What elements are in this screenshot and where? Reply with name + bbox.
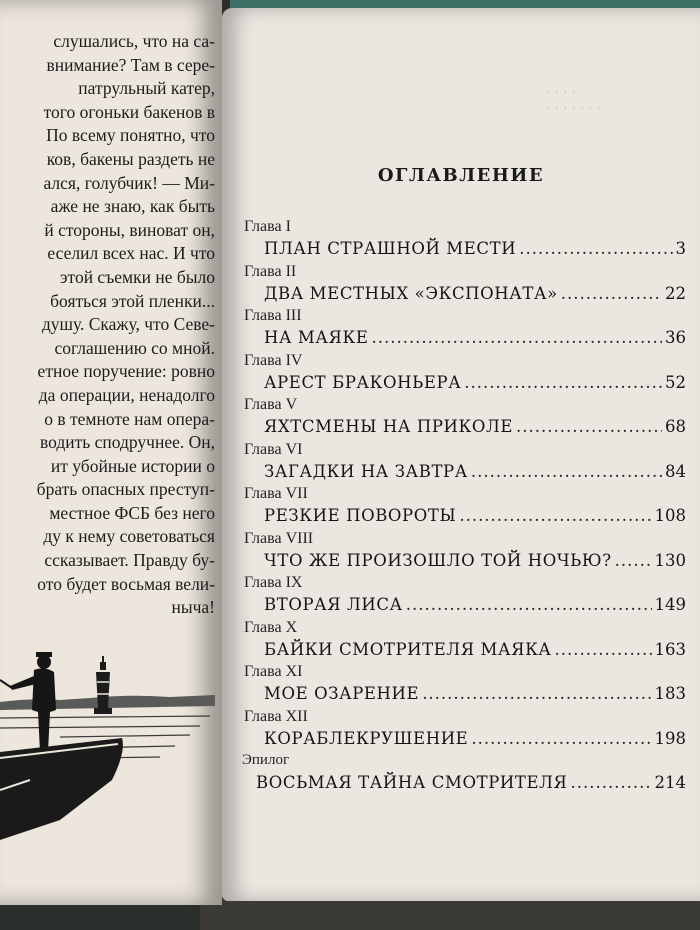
text-line: того огоньки бакенов в: [43, 101, 215, 122]
dot-leader: [615, 551, 652, 570]
toc-entry: [222, 485, 700, 530]
chapter-title: ЧТО ЖЕ ПРОИЗОШЛО ТОЙ НОЧЬЮ?: [264, 550, 612, 570]
page-number: 149: [654, 595, 686, 614]
dot-leader: [422, 684, 651, 703]
chapter-title: НА МАЯКЕ: [264, 328, 369, 347]
text-line: да операции, ненадолго: [38, 384, 215, 405]
toc-entry: [222, 619, 700, 664]
chapter-title: ВТОРАЯ ЛИСА: [264, 595, 403, 614]
toc-entry: [222, 396, 700, 441]
toc-entry: [222, 263, 700, 308]
page-number: 183: [654, 684, 686, 703]
chapter-label: Глава X: [244, 618, 298, 636]
page-number: 214: [654, 773, 686, 792]
page-title: ОГЛАВЛЕНИЕ: [377, 165, 545, 186]
text-line: бояться этой пленки...: [50, 290, 215, 311]
toc-line: [264, 239, 686, 258]
chapter-label: Глава XI: [244, 663, 303, 680]
page-number: 3: [675, 239, 686, 258]
dot-leader: [459, 506, 651, 525]
chapter-label: Глава V: [244, 396, 298, 413]
chapter-title: РЕЗКИЕ ПОВОРОТЫ: [264, 506, 457, 525]
page-number: 36: [665, 328, 686, 347]
chapter-label: Глава IV: [244, 351, 303, 369]
toc-line: [264, 417, 686, 436]
page-number: 130: [654, 550, 686, 570]
toc-line: [264, 373, 686, 392]
dot-leader: [561, 284, 662, 303]
dot-leader: [406, 595, 652, 614]
text-line: патрульный катер,: [78, 78, 215, 99]
chapter-title: ДВА МЕСТНЫХ «ЭКСПОНАТА»: [264, 283, 558, 303]
text-line: о в темноте нам опера-: [44, 408, 215, 429]
chapter-label: Глава XII: [244, 707, 308, 725]
toc-entry: [222, 574, 700, 619]
toc-line: [264, 595, 686, 614]
text-line: этой съемки не было: [60, 266, 215, 287]
chapter-title: ЗАГАДКИ НА ЗАВТРА: [264, 461, 468, 481]
dot-leader: [555, 640, 652, 659]
toc-line: [264, 729, 686, 748]
text-line: ныча!: [171, 597, 215, 618]
page-number: 68: [665, 417, 686, 436]
dot-leader: [471, 729, 651, 748]
dot-leader: [570, 773, 651, 792]
chapter-label: Глава VI: [244, 440, 303, 458]
text-line: ссказывает. Правду бу-: [44, 550, 215, 571]
dot-leader: [519, 239, 672, 258]
text-line: ков, бакены раздеть не: [46, 148, 215, 169]
toc-entry: [222, 530, 700, 575]
right-page: [222, 8, 700, 901]
text-line: ит убойные истории о: [50, 455, 215, 476]
chapter-title: КОРАБЛЕКРУШЕНИЕ: [264, 728, 469, 748]
chapter-title: МОЕ ОЗАРЕНИЕ: [264, 684, 420, 703]
dot-leader: [464, 373, 662, 392]
table-of-contents: [222, 218, 700, 797]
toc-entry: [222, 307, 700, 352]
toc-entry: [222, 218, 700, 263]
chapter-title: БАЙКИ СМОТРИТЕЛЯ МАЯКА: [264, 639, 552, 659]
text-line: слушались, что на са-: [53, 31, 215, 51]
page-number: 108: [654, 506, 686, 525]
toc-line: [264, 640, 686, 659]
left-page-text: [0, 30, 215, 620]
toc-line: [264, 684, 686, 703]
epilogue-label: Эпилог: [242, 752, 290, 768]
table-surface: [200, 900, 700, 930]
text-line: ался, голубчик! — Ми-: [43, 172, 215, 193]
chapter-title: ВОСЬМАЯ ТАЙНА СМОТРИТЕЛЯ: [256, 773, 568, 792]
text-line: аже не знаю, как быть: [50, 196, 215, 217]
text-line: водить сподручнее. Он,: [39, 432, 215, 453]
toc-line: [264, 506, 686, 525]
fisherman-illustration: [0, 640, 215, 890]
toc-entry: [222, 441, 700, 486]
text-line: етное поручение: ровно: [37, 361, 215, 382]
toc-line: [264, 328, 686, 347]
toc-line: [264, 462, 686, 481]
chapter-title: ПЛАН СТРАШНОЙ МЕСТИ: [264, 239, 517, 258]
toc-entry-epilogue: [222, 752, 700, 797]
page-number: 198: [654, 728, 686, 748]
toc-line: [256, 773, 686, 792]
text-line: брать опасных преступ-: [36, 479, 215, 500]
dot-leader: [516, 417, 662, 436]
chapter-label: Глава VIII: [244, 529, 314, 547]
text-line: ду к нему советоваться: [43, 526, 215, 547]
text-line: местное ФСБ без него: [49, 502, 215, 523]
chapter-label: Глава III: [244, 307, 302, 324]
chapter-title: ЯХТСМЕНЫ НА ПРИКОЛЕ: [264, 417, 514, 436]
text-line: й стороны, виноват он,: [44, 219, 215, 240]
dot-leader: [471, 462, 662, 481]
text-line: еселил всех нас. И что: [47, 243, 215, 264]
toc-line: [264, 551, 686, 570]
chapter-label: Глава IX: [244, 574, 303, 591]
page-number: 22: [665, 283, 686, 303]
page-number: 52: [665, 372, 686, 392]
left-page: [0, 0, 222, 905]
chapter-label: Глава I: [244, 218, 291, 235]
chapter-title: АРЕСТ БРАКОНЬЕРА: [264, 372, 462, 392]
text-line: соглашению со мной.: [54, 337, 215, 358]
chapter-label: Глава II: [244, 262, 297, 280]
text-line: ото будет восьмая вели-: [37, 573, 215, 594]
toc-entry: [222, 663, 700, 708]
page-number: 84: [665, 461, 686, 481]
toc-entry: [222, 352, 700, 397]
toc-line: [264, 284, 686, 303]
faded-stamp: · · · · · · · · · · ·: [547, 88, 602, 115]
dot-leader: [371, 328, 662, 347]
page-number: 163: [654, 639, 686, 659]
text-line: По всему понятно, что: [46, 125, 215, 146]
chapter-label: Глава VII: [244, 485, 308, 502]
text-line: внимание? Там в сере-: [46, 54, 215, 75]
toc-entry: [222, 708, 700, 753]
text-line: душу. Скажу, что Севе-: [41, 314, 215, 335]
